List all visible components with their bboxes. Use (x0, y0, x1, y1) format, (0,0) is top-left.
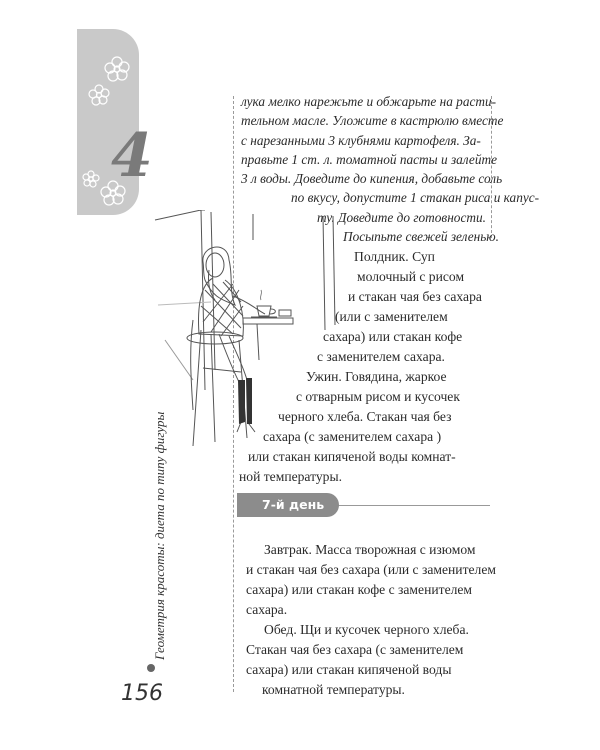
chapter-tab (77, 29, 153, 215)
recipe-line: лука мелко нарежьте и обжарьте на расти- (241, 94, 497, 109)
meal-line: Стакан чая без сахара (с заменителем (246, 642, 464, 657)
meal-line: молочный с рисом (357, 269, 465, 284)
recipe-line: Посыпьте свежей зеленью. (343, 229, 499, 245)
meal-line: или стакан кипяченой воды комнат- (248, 449, 456, 464)
recipe-line: ту. Доведите до готовности. (317, 209, 486, 225)
meal-line: Обед. Щи и кусочек черного хлеба. (264, 622, 469, 637)
recipe-line: правьте 1 ст. л. томатной пасты и залейте (241, 151, 497, 167)
meal-line: с отварным рисом и кусочек (296, 389, 460, 404)
meal-line: черного хлеба. Стакан чая без (278, 409, 452, 424)
meal-line: ной температуры. (239, 469, 342, 484)
bullet-dot (147, 664, 155, 672)
chapter-number: 4 (111, 121, 153, 191)
meal-line: сахара (с заменителем сахара ) (263, 429, 442, 444)
meal-line: и стакан чая без сахара (348, 289, 482, 304)
meal-line: сахара) или стакан кофе (323, 329, 463, 344)
meal-line: и стакан чая без сахара (или с заменителем (246, 562, 496, 577)
meal-line: Полдник. Суп (354, 249, 435, 264)
recipe-line: тельном масле. Уложите в кастрюлю вместе (241, 113, 504, 129)
meal-line: Завтрак. Масса творожная с изюмом (264, 542, 476, 557)
meal-line: Ужин. Говядина, жаркое (306, 369, 447, 384)
meal-line: сахара) или стакан кипяченой воды (246, 662, 452, 677)
recipe-line: по вкусу, допустите 1 стакан риса и капус- (291, 190, 540, 206)
page-number: 156 (121, 681, 163, 706)
recipe-line: 3 л воды. Доведите до кипения, добавьте соль (241, 171, 503, 187)
meal-line: с заменителем сахара. (317, 349, 445, 364)
day-heading: 7-й день (262, 497, 325, 512)
meal-line: сахара. (246, 602, 288, 617)
meal-line: сахара) или стакан кофе с заменителем (246, 582, 473, 597)
meal-line: комнатной температуры. (262, 682, 405, 697)
recipe-line: с нарезанными 3 клубнями картофеля. За- (241, 132, 481, 148)
meal-line: (или с заменителем (335, 309, 448, 324)
running-title: Геометрия красоты: диета по типу фигуры (152, 411, 167, 660)
